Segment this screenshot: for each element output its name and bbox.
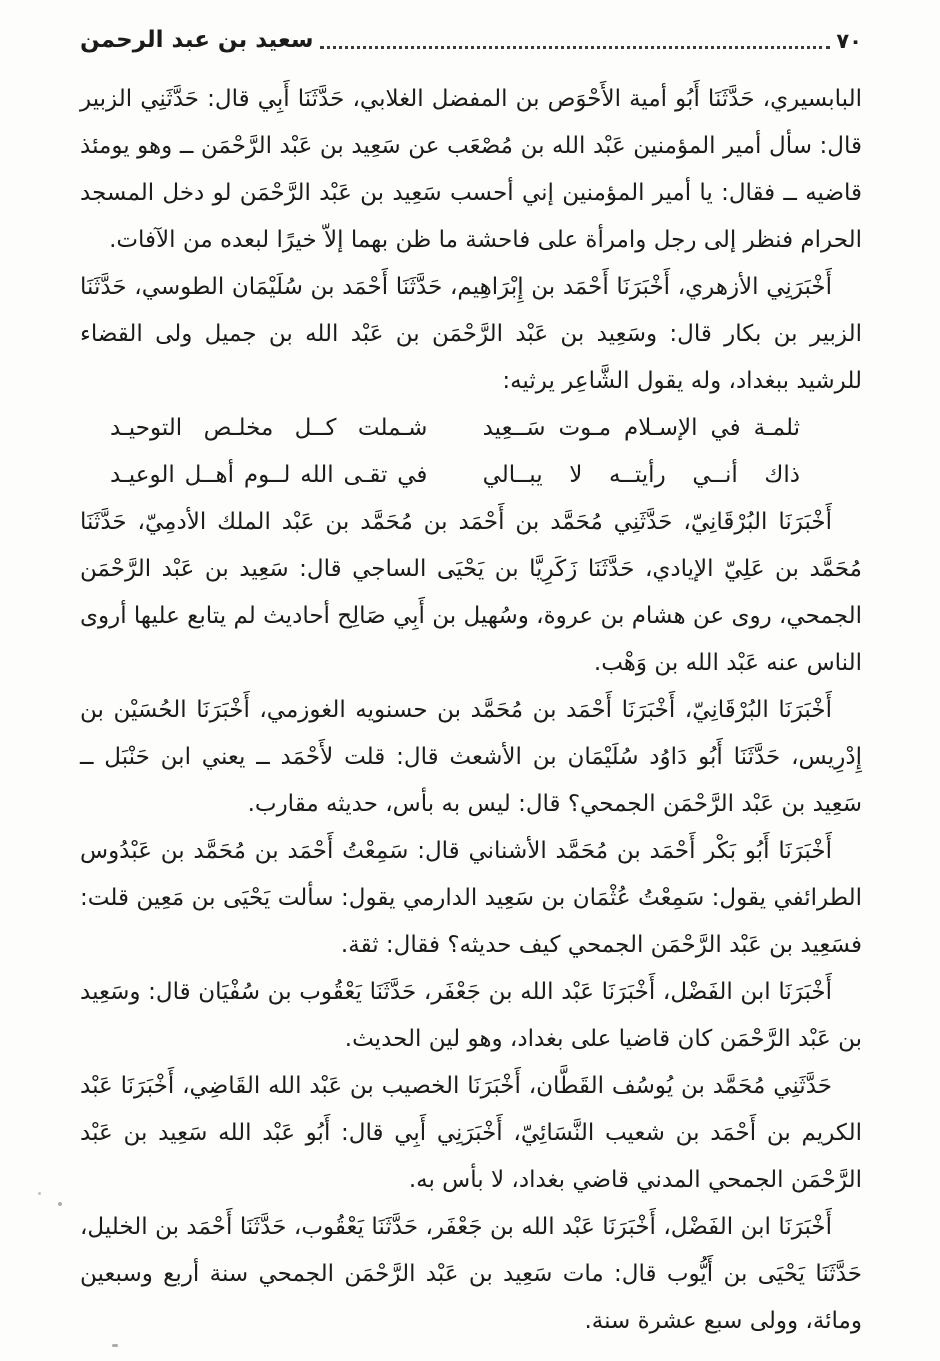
paragraph-5: أَخْبَرَنَا أَبُو بَكْر أَحْمَد بن مُحَمَّد الأشناني قال: سَمِعْتُ أَحْمَد بن مُحَمَّد بن عَبْدُوس الطرائفي يقول: سَمِعْتُ عُثْمَان بن سَعِيد الدارمي يقول: سألت يَحْيَى بن مَعِين قلت: فسَعِيد بن عَبْد الرَّحْمَن الجمحي كيف حديثه؟ فقال: ثقة.	[80, 838, 862, 958]
paragraph-8: أَخْبَرَنَا ابن الفَضْل، أَخْبَرَنَا عَبْد الله بن جَعْفَر، حَدَّثَنَا يَعْقُوب، حَدَّثَنَا أَحْمَد بن الخليل، حَدَّثَنَا يَحْيَى بن أَيُّوب قال: مات سَعِيد بن عَبْد الرَّحْمَن الجمحي سنة أربع وسبعين ومائة، وولى سبع عشرة سنة.	[80, 1214, 862, 1334]
scan-speck	[58, 1202, 62, 1206]
paragraph-1: البابسيري، حَدَّثَنَا أَبُو أمية الأَحْوَص بن المفضل الغلابي، حَدَّثَنَا أَبِي قال: حَدَّثَنِي الزبير قال: سأل أمير المؤمنين عَبْد الله بن مُصْعَب عن سَعِيد بن عَبْد الرَّحْمَن ــ وهو يومئذ قاضيه ــ فقال: يا أمير المؤمنين إني أحسب سَعِيد بن عَبْد الرَّحْمَن لو دخل المسجد الحرام فنظر إلى رجل وامرأة على فاحشة ما ظن بهما إلاّ خيرًا لبعده من الآفات.	[80, 86, 862, 253]
poem	[80, 405, 862, 499]
paragraph-7: حَدَّثَنِي مُحَمَّد بن يُوسُف القَطَّان، أَخْبَرَنَا الخصيب بن عَبْد الله القَاضِي، أَخْبَرَنَا عَبْد الكريم بن أَحْمَد بن شعيب النَّسَائِيّ، أَخْبَرَنِي أَبِي قال: أَبُو عَبْد الله سَعِيد بن عَبْد الرَّحْمَن الجمحي المدني قاضي بغداد، لا بأس به.	[80, 1073, 862, 1193]
hemistich-left: في تقـى الله لــوم أهــل الوعيـد	[110, 462, 428, 488]
scan-speck	[38, 1192, 41, 1195]
page-header	[80, 24, 862, 56]
paragraph-4: أَخْبَرَنَا البُرْقَانِيّ، أَخْبَرَنَا أَحْمَد بن مُحَمَّد بن حسنويه الغوزمي، أَخْبَرَنَا الحُسَيْن بن إِدْرِيس، حَدَّثَنَا أَبُو دَاوُد سُلَيْمَان بن الأشعث قال: قلت لأَحْمَد ــ يعني ابن حَنْبَل ــ سَعِيد بن عَبْد الرَّحْمَن الجمحي؟ قال: ليس به بأس، حديثه مقارب.	[80, 697, 862, 817]
paragraph-6: أَخْبَرَنَا ابن الفَضْل، أَخْبَرَنَا عَبْد الله بن جَعْفَر، حَدَّثَنَا يَعْقُوب بن سُفْيَان قال: وسَعِيد بن عَبْد الرَّحْمَن كان قاضيا على بغداد، وهو لين الحديث.	[80, 979, 862, 1052]
scan-speck	[112, 1344, 118, 1347]
poem-verse-1	[110, 405, 800, 452]
paragraph-2: أَخْبَرَنِي الأزهري، أَخْبَرَنَا أَحْمَد بن إِبْرَاهِيم، حَدَّثَنَا أَحْمَد بن سُلَيْمَان الطوسي، حَدَّثَنَا الزبير بن بكار قال: وسَعِيد بن عَبْد الرَّحْمَن بن عَبْد الله بن جميل ولى القضاء للرشيد ببغداد، وله يقول الشَّاعِر يرثيه:	[80, 274, 862, 394]
page-number: ٧٠	[836, 29, 862, 53]
paragraph-3: أَخْبَرَنَا البُرْقَانِيّ، حَدَّثَنِي مُحَمَّد بن أَحْمَد بن مُحَمَّد بن عَبْد الملك الأدمِيّ، حَدَّثَنَا مُحَمَّد بن عَلِيّ الإيادي، حَدَّثَنَا زَكَرِيَّا بن يَحْيَى الساجي قال: سَعِيد بن عَبْد الرَّحْمَن الجمحي، روى عن هشام بن عروة، وسُهيل بن أَبِي صَالِح أحاديث لم يتابع عليها أروى الناس عنه عَبْد الله بن وَهْب.	[80, 509, 862, 676]
page-body	[80, 76, 862, 1345]
hemistich-right: ذاك أنــي رأيتــه لا يبــالي	[482, 462, 800, 488]
poem-verse-2	[110, 452, 800, 499]
chapter-title: سعيد بن عبد الرحمن	[80, 27, 314, 53]
hemistich-right: ثلمـة في الإسـلام مـوت سَــعِيد	[482, 415, 800, 441]
hemistich-left: شـملت كــل مخلـص التوحيـد	[110, 415, 428, 441]
dotted-leader	[320, 46, 831, 49]
